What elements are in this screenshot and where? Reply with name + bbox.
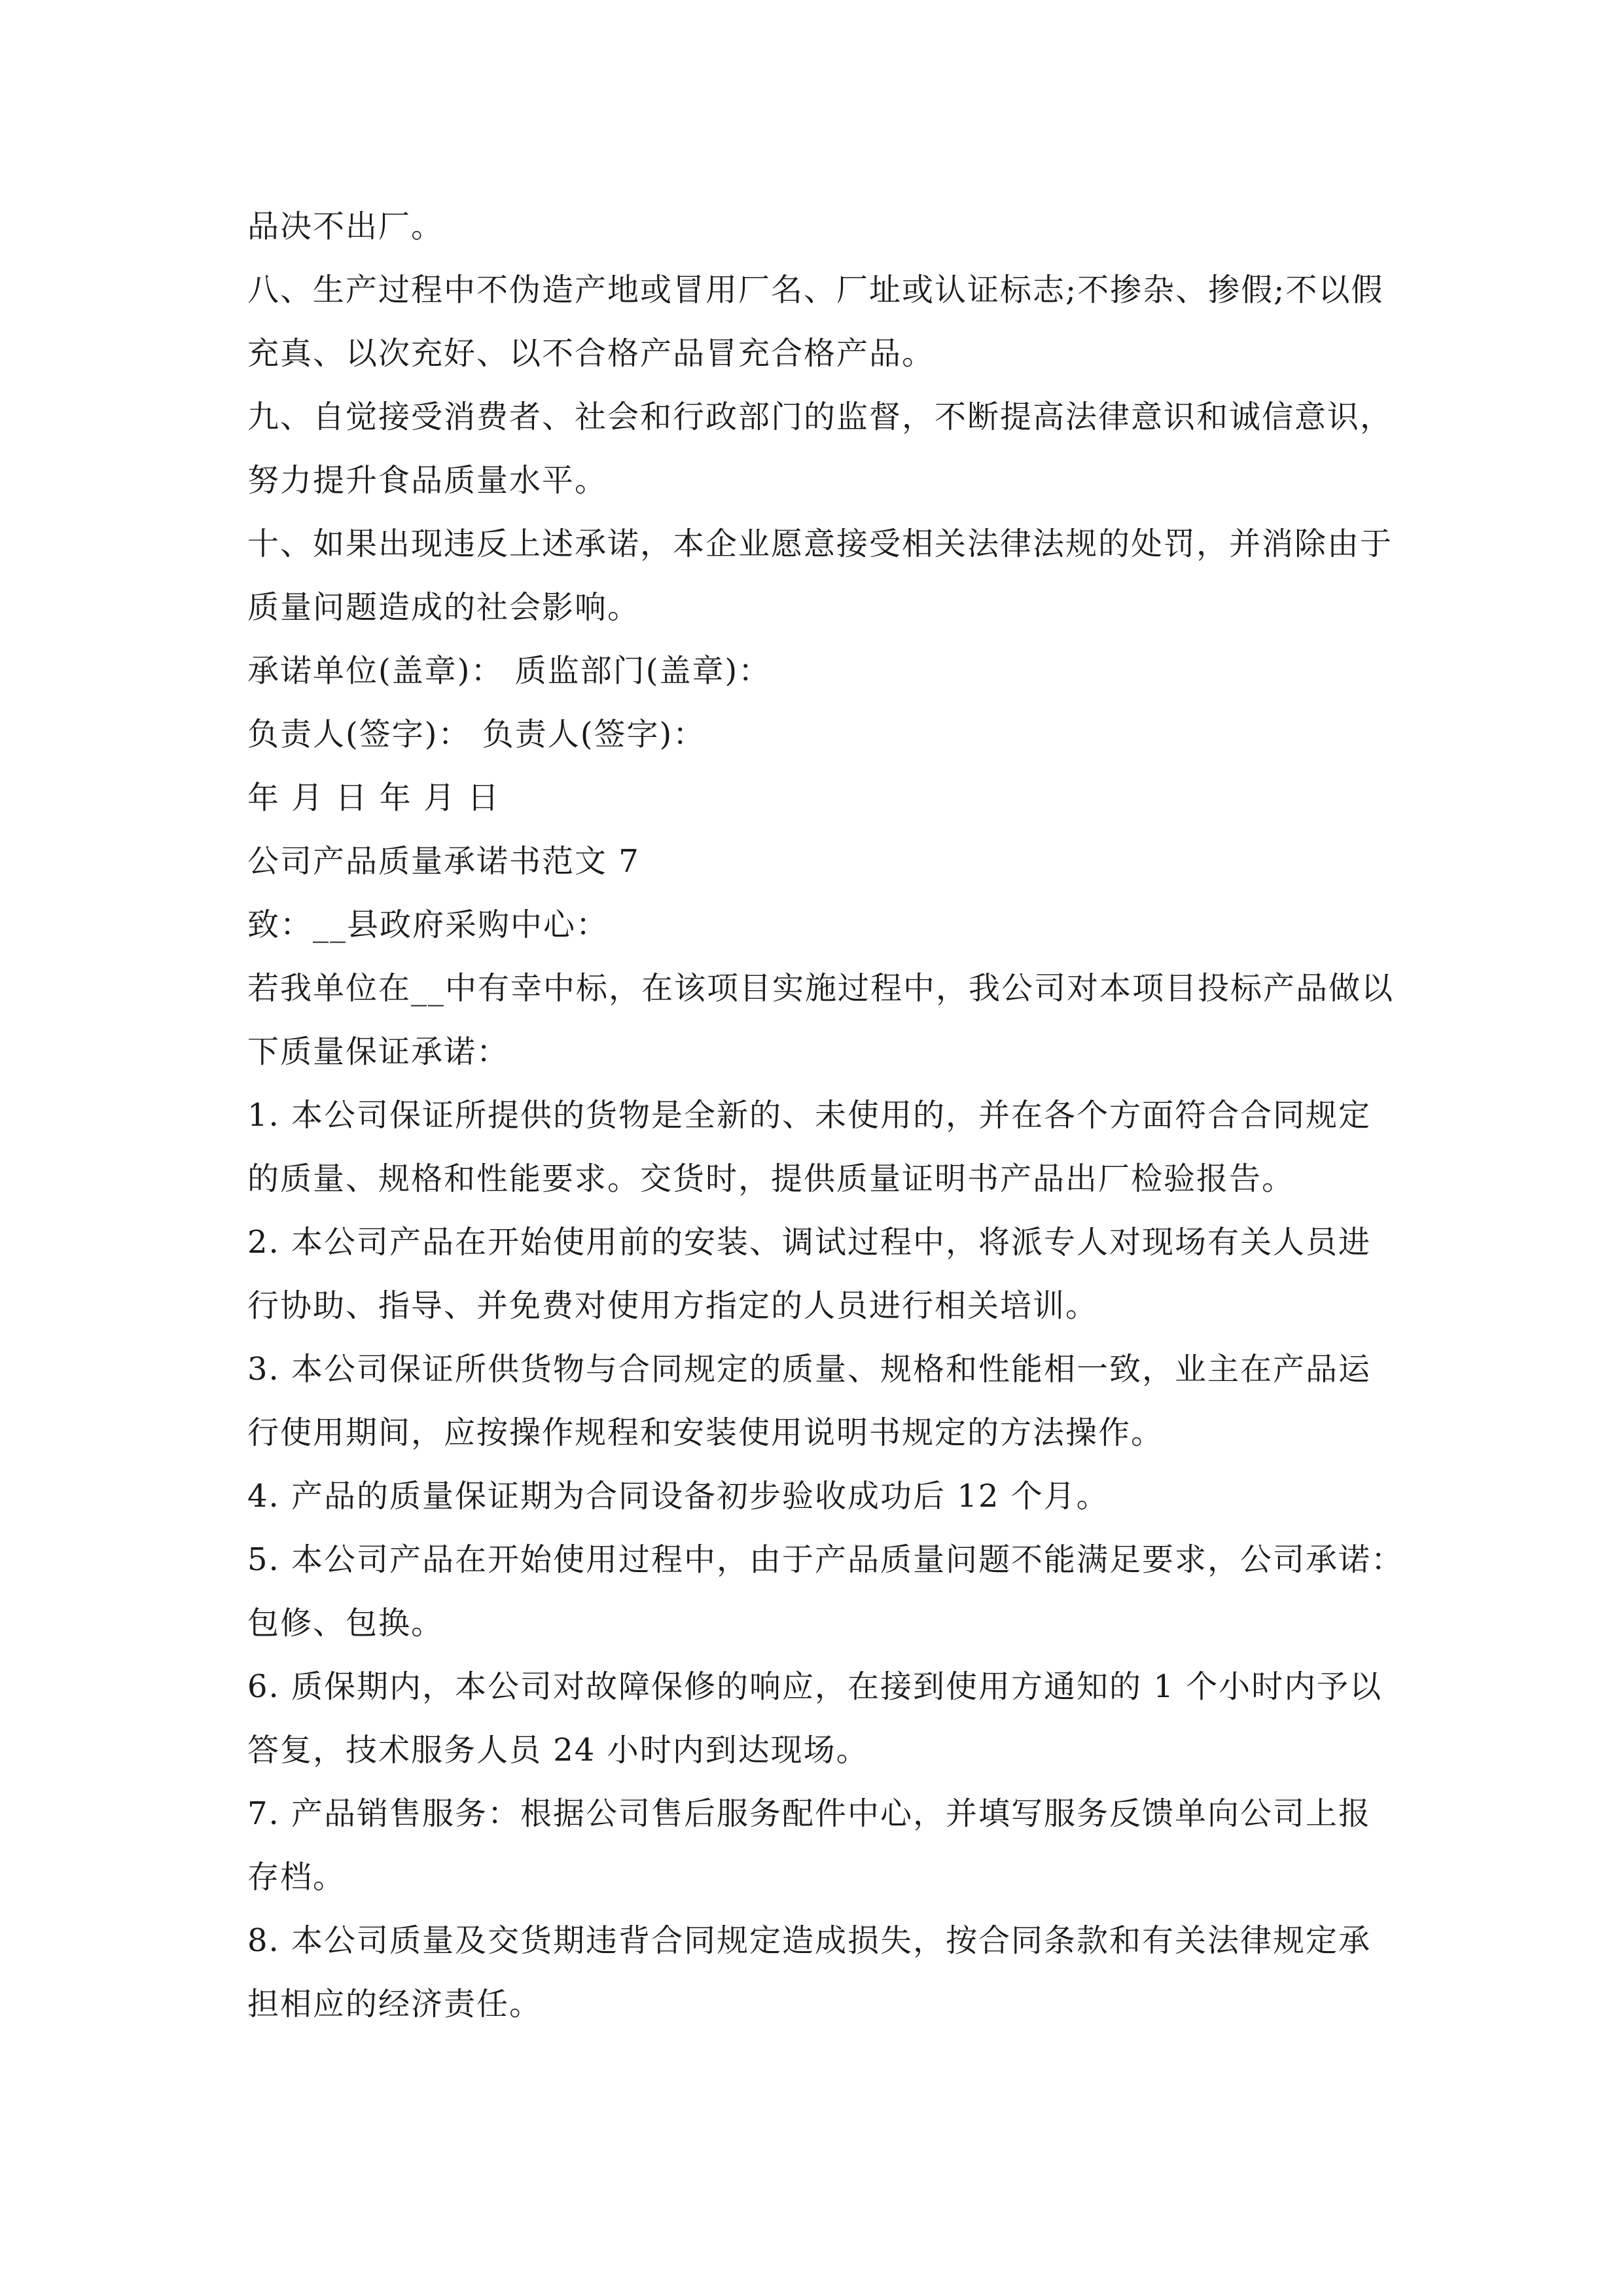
list-item-line: 3. 本公司保证所供货物与合同规定的质量、规格和性能相一致，业主在产品运 (247, 1351, 1372, 1388)
text-line: 品决不出厂。 (247, 208, 444, 245)
text-line: 若我单位在__中有幸中标，在该项目实施过程中，我公司对本项目投标产品做以 (247, 970, 1395, 1007)
list-item-line: 存档。 (247, 1859, 346, 1895)
signature-person-line: 负责人(签字)： 负责人(签字)： (247, 716, 706, 753)
text-line: 努力提升食品质量水平。 (247, 462, 608, 499)
list-item-line: 7. 产品销售服务：根据公司售后服务配件中心，并填写服务反馈单向公司上报 (247, 1795, 1372, 1832)
list-item-line: 行使用期间，应按操作规程和安装使用说明书规定的方法操作。 (247, 1414, 1164, 1451)
list-item-line: 行协助、指导、并免费对使用方指定的人员进行相关培训。 (247, 1287, 1099, 1324)
text-line: 十、如果出现违反上述承诺，本企业愿意接受相关法律法规的处罚，并消除由于 (247, 526, 1393, 562)
list-item-line: 包修、包换。 (247, 1605, 444, 1641)
date-line: 年 月 日 年 月 日 (247, 780, 501, 816)
list-item-line: 5. 本公司产品在开始使用过程中，由于产品质量问题不能满足要求，公司承诺： (247, 1541, 1404, 1578)
list-item-line: 担相应的经济责任。 (247, 1986, 543, 2022)
list-item-line: 1. 本公司保证所提供的货物是全新的、未使用的，并在各个方面符合合同规定 (247, 1097, 1372, 1134)
list-item-line: 6. 质保期内，本公司对故障保修的响应，在接到使用方通知的 1 个小时内予以 (247, 1668, 1383, 1705)
text-line: 九、自觉接受消费者、社会和行政部门的监督，不断提高法律意识和诚信意识， (247, 399, 1393, 435)
document-body (247, 195, 1404, 2036)
text-line: 质量问题造成的社会影响。 (247, 589, 641, 626)
signature-unit-line: 承诺单位(盖章)： 质监部门(盖章)： (247, 653, 772, 689)
text-line: 八、生产过程中不伪造产地或冒用厂名、厂址或认证标志;不掺杂、掺假;不以假 (247, 272, 1384, 308)
list-item-line: 的质量、规格和性能要求。交货时，提供质量证明书产品出厂检验报告。 (247, 1160, 1295, 1197)
list-item-line: 2. 本公司产品在开始使用前的安装、调试过程中，将派专人对现场有关人员进 (247, 1224, 1372, 1261)
list-item-line: 答复，技术服务人员 24 小时内到达现场。 (247, 1732, 869, 1768)
addressee-line: 致：__县政府采购中心： (247, 906, 609, 943)
list-item-line: 4. 产品的质量保证期为合同设备初步验收成功后 12 个月。 (247, 1478, 1109, 1515)
text-line: 充真、以次充好、以不合格产品冒充合格产品。 (247, 335, 935, 372)
list-item-line: 8. 本公司质量及交货期违背合同规定造成损失，按合同条款和有关法律规定承 (247, 1922, 1372, 1959)
text-line: 下质量保证承诺： (247, 1033, 510, 1070)
section-title: 公司产品质量承诺书范文 7 (247, 843, 640, 880)
